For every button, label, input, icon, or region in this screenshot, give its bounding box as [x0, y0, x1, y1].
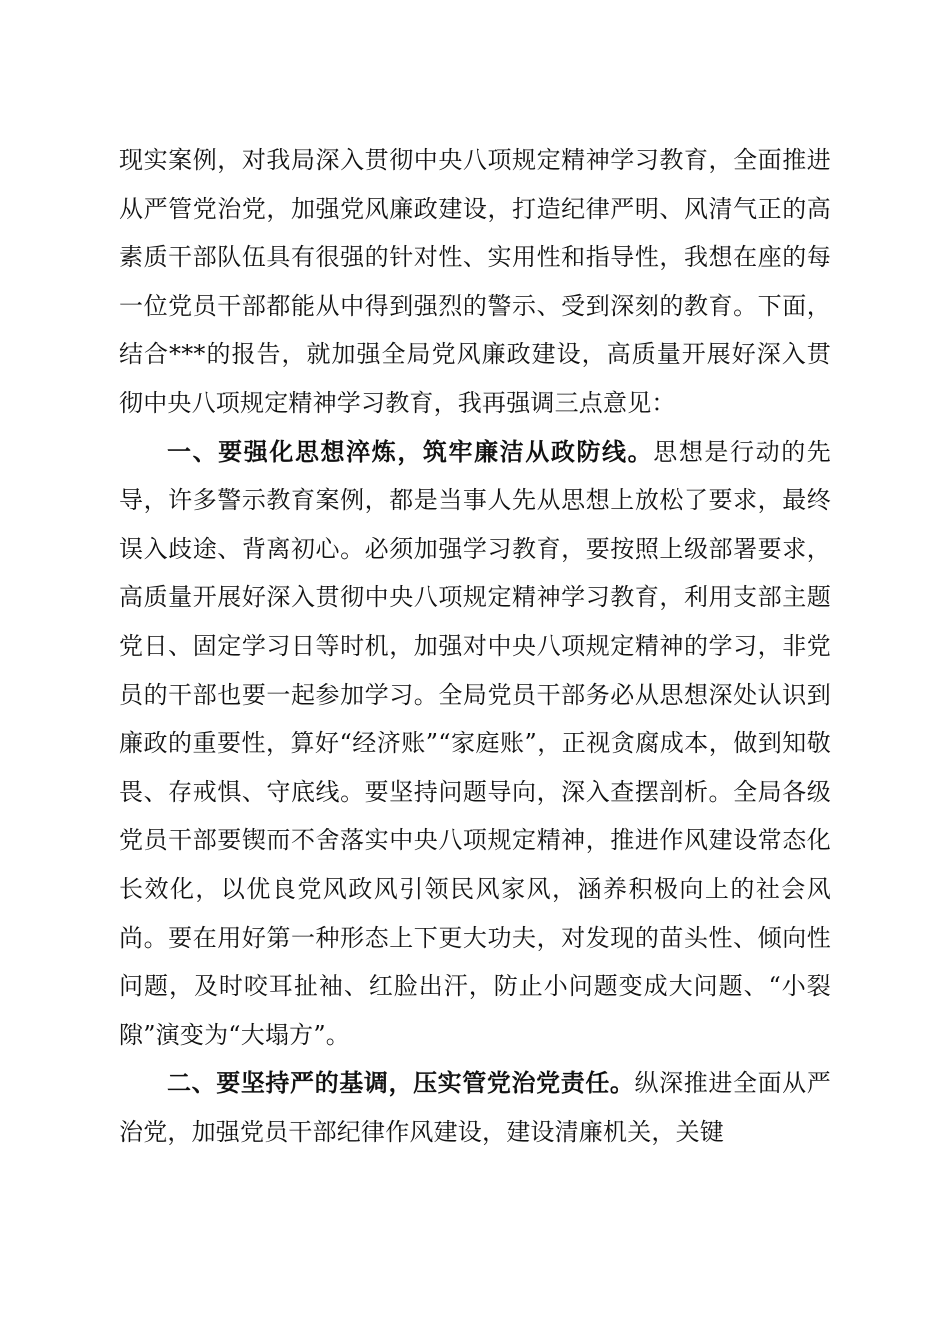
paragraph-text: 现实案例，对我局深入贯彻中央八项规定精神学习教育，全面推进从严管党治党，加强党风廉政建设，打造纪律严明、风清气正的高素质干部队伍具有很强的针对性、实用性和指导性，我想在座的每一位党员干部都能从中得到强烈的警示、受到深刻的教育。下面，结合***的报告，就加强全局党风廉政建设，高质量开展好深入贯彻中央八项规定精神学习教育，我再强调三点意见：	[119, 146, 831, 417]
document-body	[119, 136, 831, 1156]
paragraph-section-two	[119, 1059, 831, 1156]
paragraph-text: 纵深推进全面从严治党，加强党员干部纪律作风建设，建设清廉机关，关键	[119, 1069, 831, 1146]
section-heading: 二、要坚持严的基调，压实管党治党责任。	[167, 1069, 635, 1098]
paragraph-section-one	[119, 428, 831, 1060]
section-heading: 一、要强化思想淬炼，筑牢廉洁从政防线。	[167, 437, 654, 466]
paragraph-intro	[119, 136, 831, 428]
paragraph-text: 思想是行动的先导，许多警示教育案例，都是当事人先从思想上放松了要求，最终误入歧途、背离初心。必须加强学习教育，要按照上级部署要求，高质量开展好深入贯彻中央八项规定精神学习教育，利用支部主题党日、固定学习日等时机，加强对中央八项规定精神的学习，非党员的干部也要一起参加学习。全局党员干部务必从思想深处认识到廉政的重要性，算好“经济账”“家庭账”，正视贪腐成本，做到知敬畏、存戒惧、守底线。要坚持问题导向，深入查摆剖析。全局各级党员干部要锲而不舍落实中央八项规定精神，推进作风建设常态化长效化，以优良党风政风引领民风家风，涵养积极向上的社会风尚。要在用好第一种形态上下更大功夫，对发现的苗头性、倾向性问题，及时咬耳扯袖、红脸出汗，防止小问题变成大问题、“小裂隙”演变为“大塌方”。	[119, 437, 831, 1049]
